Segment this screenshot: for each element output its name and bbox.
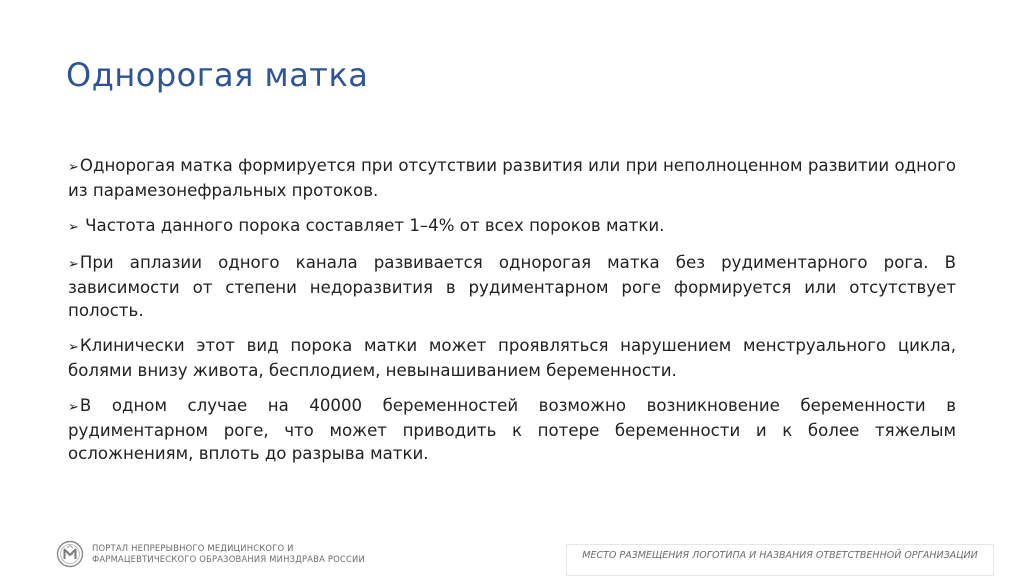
bullet-item (68, 334, 956, 382)
bullet-item (68, 394, 956, 465)
bullet-list (68, 154, 956, 477)
page-title: Однорогая матка (66, 56, 369, 94)
bullet-text: Частота данного порока составляет 1–4% от всех пороков матки. (79, 216, 665, 235)
portal-name (92, 543, 365, 565)
portal-branding (56, 540, 365, 568)
ministry-emblem-icon (56, 540, 84, 568)
arrow-bullet-icon: ➢ (68, 160, 79, 175)
bullet-item (68, 154, 956, 202)
portal-line-1: ПОРТАЛ НЕПРЕРЫВНОГО МЕДИЦИНСКОГО И (92, 543, 294, 553)
logo-placeholder: МЕСТО РАЗМЕЩЕНИЯ ЛОГОТИПА И НАЗВАНИЯ ОТВЕТСТВЕННОЙ ОРГАНИЗАЦИИ (566, 544, 994, 576)
arrow-bullet-icon: ➢ (68, 257, 79, 272)
arrow-bullet-icon: ➢ (68, 340, 79, 355)
bullet-item (68, 214, 956, 239)
bullet-text: При аплазии одного канала развивается однорогая матка без рудиментарного рога. В зависимости от степени недоразвития в рудиментарном роге формируется или отсутствует полость. (68, 253, 956, 320)
arrow-bullet-icon: ➢ (68, 220, 79, 235)
bullet-text: Клинически этот вид порока матки может проявляться нарушением менструального цикла, болями внизу живота, бесплодием, невынашиванием беременности. (68, 336, 956, 380)
bullet-text: Однорогая матка формируется при отсутствии развития или при неполноценном развитии одного из парамезонефральных протоков. (68, 156, 956, 200)
portal-line-2: ФАРМАЦЕВТИЧЕСКОГО ОБРАЗОВАНИЯ МИНЗДРАВА РОССИИ (92, 554, 365, 564)
arrow-bullet-icon: ➢ (68, 400, 79, 415)
bullet-item (68, 251, 956, 322)
bullet-text: В одном случае на 40000 беременностей возможно возникновение беременности в рудиментарном роге, что может приводить к потере беременности и к более тяжелым осложнениям, вплоть до разрыва матки. (68, 396, 956, 463)
